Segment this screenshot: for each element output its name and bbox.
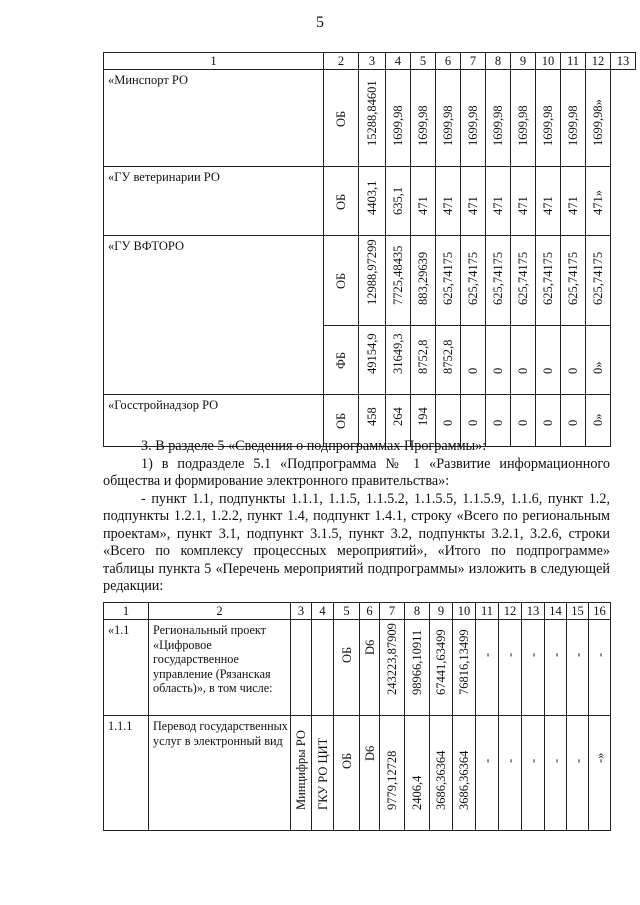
value-cell [411,326,436,395]
dash-cell [499,620,522,716]
attribute-cell [334,620,360,716]
value-cell [536,167,561,236]
header-cell: 12 [586,53,611,70]
attribute-cell-text: ГКУ РО ЦИТ [315,737,330,810]
value-cell-text: 3686,36364 [457,750,471,810]
table-header-row [104,603,611,620]
attribute-cell [312,716,334,831]
header-cell: 14 [545,603,567,620]
item-name-cell: Региональный проект «Цифровое государственное управление (Рязанская область)», в том числе: [149,620,291,716]
value-cell-text: 0» [591,413,605,426]
dash-cell [522,620,545,716]
value-cell [430,716,453,831]
value-cell-text: 471 [466,196,480,215]
value-cell [359,326,386,395]
value-cell-text: 471» [591,190,605,215]
paragraph: 3. В разделе 5 «Сведения о подпрограммах Программы»: [141,438,487,454]
value-cell-text: 0 [566,367,580,374]
value-cell-text: 2406,4 [410,775,424,810]
value-cell-text: 264 [391,407,405,426]
dash-cell [589,620,611,716]
value-cell [386,326,411,395]
header-cell: 3 [291,603,312,620]
dash-cell-text: - [503,758,517,763]
dash-cell-text: - [480,652,494,657]
value-cell [380,716,405,831]
attribute-cell-text: ОБ [339,646,354,663]
value-cell [436,236,461,326]
value-cell-text: 194 [416,407,430,426]
value-cell-text: 12988,97299 [365,239,379,305]
value-cell [359,167,386,236]
value-cell-text: 0 [466,367,480,374]
value-cell [536,326,561,395]
dash-cell-text: - [526,758,540,763]
value-cell-text: 1699,98 [416,105,430,146]
value-cell-text: 67441,63499 [434,629,448,695]
value-cell [561,236,586,326]
attribute-cell-text: D6 [362,639,377,655]
item-number-cell: 1.1.1 [104,716,149,831]
org-name-cell: «Минспорт РО [104,70,324,167]
dash-cell-text: -» [592,752,607,763]
value-cell [536,70,561,167]
funding-source-text: ОБ [334,412,348,429]
value-cell-text: 625,74175 [566,251,580,305]
header-cell: 10 [453,603,476,620]
header-cell: 11 [561,53,586,70]
value-cell-text: 98966,10911 [410,629,424,695]
value-cell-text: 0 [516,419,530,426]
header-cell: 2 [149,603,291,620]
value-cell-text: 0 [566,419,580,426]
value-cell-text: 471 [441,196,455,215]
dash-cell [545,620,567,716]
value-cell [461,236,486,326]
value-cell-text: 458 [365,407,379,426]
value-cell-text: 471 [516,196,530,215]
header-cell: 9 [430,603,453,620]
header-cell: 6 [436,53,461,70]
attribute-cell [360,620,380,716]
value-cell-text: 0 [491,367,505,374]
header-cell: 3 [359,53,386,70]
attribute-cell [291,620,312,716]
value-cell-text: 4403,1 [365,180,379,215]
value-cell [511,236,536,326]
value-cell [411,167,436,236]
value-cell [561,70,586,167]
value-cell [486,236,511,326]
measures-table [103,602,611,831]
dash-cell-text: - [480,758,494,763]
table-row [104,716,611,831]
value-cell [411,236,436,326]
value-cell [486,70,511,167]
value-cell-text: 471 [416,196,430,215]
value-cell [461,167,486,236]
header-cell: 11 [476,603,499,620]
value-cell [586,167,611,236]
header-cell: 8 [405,603,430,620]
dash-cell [499,716,522,831]
header-cell: 16 [589,603,611,620]
value-cell [453,620,476,716]
attribute-cell-text: ОБ [339,752,354,769]
paragraph: - пункт 1.1, подпункты 1.1.1, 1.1.5, 1.1.5.2, 1.1.5.5, 1.1.5.9, 1.1.6, пункт 1.2, подпункты 1.2.1, 1.2.2, пункт 1.4, подпункт 1.4.1, строку «Всего по региональным проектам», пункт 3.1, подпункт 3.1.5, пункт 3.2, подпункты 3.2.1, 3.2.6, строки «Всего по комплексу процессных мероприятий», «Итого по подпрограмме» таблицы пункта 5 «Перечень мероприятий подпрограммы» изложить в следующей редакции: [103,490,610,594]
funding-source-text: ОБ [334,193,348,210]
value-cell-text: 0 [441,419,455,426]
item-number-cell: «1.1 [104,620,149,716]
dash-cell-text: - [570,758,585,763]
value-cell [561,167,586,236]
value-cell-text: 9779,12728 [385,750,399,810]
value-cell [511,167,536,236]
header-cell: 9 [511,53,536,70]
value-cell [405,620,430,716]
value-cell [430,620,453,716]
value-cell [411,70,436,167]
dash-cell [476,620,499,716]
dash-cell-text: - [570,652,585,657]
value-cell-text: 49154,9 [365,333,379,374]
funding-source [324,167,359,236]
header-cell: 13 [611,53,636,70]
value-cell [380,620,405,716]
value-cell-text: 76816,13499 [457,629,471,695]
funding-source-text: ОБ [334,110,348,127]
value-cell [386,167,411,236]
value-cell [436,326,461,395]
value-cell-text: 0 [491,419,505,426]
dash-cell [589,716,611,831]
header-cell: 2 [324,53,359,70]
value-cell-text: 625,74175 [441,251,455,305]
value-cell [359,70,386,167]
value-cell-text: 8752,8 [416,339,430,374]
value-cell-text: 7725,48435 [391,245,405,305]
value-cell-text: 0 [541,367,555,374]
header-cell: 15 [567,603,589,620]
table-row [104,236,636,326]
value-cell [586,236,611,326]
value-cell [486,167,511,236]
paragraph: 1) в подразделе 5.1 «Подпрограмма № 1 «Развитие информационного общества и формирование электронного правительства»: [103,455,610,489]
value-cell-text: 243223,87909 [385,623,399,695]
attribute-cell-text: D6 [362,745,377,761]
dash-cell [567,620,589,716]
header-cell: 12 [499,603,522,620]
header-cell: 7 [380,603,405,620]
header-cell: 4 [386,53,411,70]
value-cell-text: 1699,98 [516,105,530,146]
header-cell: 5 [334,603,360,620]
dash-cell-text: - [548,758,563,763]
value-cell [561,326,586,395]
value-cell-text: 0» [591,361,605,374]
header-cell: 8 [486,53,511,70]
funding-source [324,70,359,167]
value-cell [461,70,486,167]
budget-table [103,52,636,447]
value-cell-text: 471 [491,196,505,215]
funding-source [324,236,359,326]
value-cell-text: 15288,84601 [365,80,379,146]
value-cell [405,716,430,831]
value-cell-text: 8752,8 [441,339,455,374]
value-cell [536,236,561,326]
org-name-cell: «ГУ ВФТОРО [104,236,324,395]
value-cell-text: 635,1 [391,186,405,215]
value-cell-text: 0 [466,419,480,426]
value-cell-text: 0 [516,367,530,374]
dash-cell [545,716,567,831]
value-cell-text: 1699,98» [591,99,605,146]
attribute-cell [334,716,360,831]
value-cell-text: 625,74175 [591,251,605,305]
funding-source-text: ОБ [334,272,348,289]
table-row [104,620,611,716]
value-cell [486,326,511,395]
value-cell [453,716,476,831]
value-cell-text: 31649,3 [391,333,405,374]
funding-source [324,326,359,395]
item-name-cell: Перевод государственных услуг в электронный вид [149,716,291,831]
table-header-row [104,53,636,70]
header-cell: 4 [312,603,334,620]
dash-cell [476,716,499,831]
value-cell-text: 1699,98 [491,105,505,146]
header-cell: 6 [360,603,380,620]
value-cell [511,70,536,167]
attribute-cell [360,716,380,831]
header-cell: 7 [461,53,486,70]
value-cell-text: 625,74175 [491,251,505,305]
value-cell [436,167,461,236]
page-number: 5 [316,14,324,31]
value-cell-text: 625,74175 [516,251,530,305]
table-row [104,167,636,236]
value-cell-text: 471 [566,196,580,215]
value-cell-text: 471 [541,196,555,215]
header-cell: 13 [522,603,545,620]
header-cell: 5 [411,53,436,70]
dash-cell [567,716,589,831]
header-cell: 10 [536,53,561,70]
value-cell-text: 1699,98 [466,105,480,146]
value-cell-text: 625,74175 [466,251,480,305]
value-cell-text: 1699,98 [566,105,580,146]
value-cell [586,70,611,167]
value-cell [586,326,611,395]
value-cell [511,326,536,395]
table-row [104,70,636,167]
attribute-cell [291,716,312,831]
value-cell-text: 625,74175 [541,251,555,305]
header-cell: 1 [104,603,149,620]
dash-cell [522,716,545,831]
value-cell-text: 0 [541,419,555,426]
header-cell: 1 [104,53,324,70]
org-name-cell: «Госстройнадзор РО [104,395,324,447]
value-cell-text: 3686,36364 [434,750,448,810]
attribute-cell [312,620,334,716]
value-cell [386,70,411,167]
org-name-cell: «ГУ ветеринарии РО [104,167,324,236]
value-cell-text: 1699,98 [441,105,455,146]
dash-cell-text: - [503,652,517,657]
funding-source-text: ФБ [334,351,348,369]
value-cell-text: 1699,98 [391,105,405,146]
attribute-cell-text: Минцифры РО [294,730,308,810]
dash-cell-text: - [592,652,607,657]
value-cell [461,326,486,395]
value-cell-text: 883,29639 [416,251,430,305]
dash-cell-text: - [548,652,563,657]
value-cell-text: 1699,98 [541,105,555,146]
value-cell [359,236,386,326]
value-cell [386,236,411,326]
value-cell [436,70,461,167]
body-text [103,438,610,596]
dash-cell-text: - [526,652,540,657]
